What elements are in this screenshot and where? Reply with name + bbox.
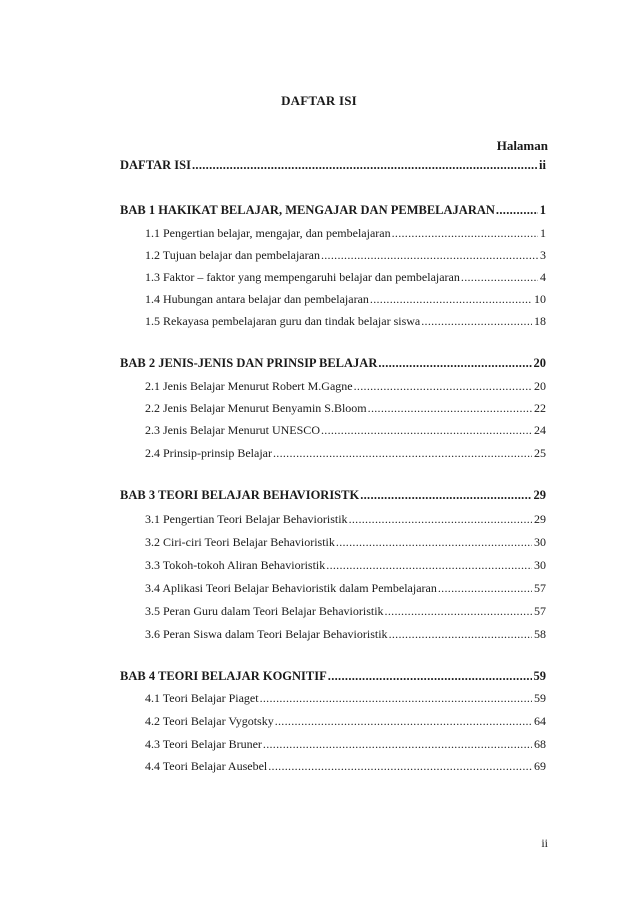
dot-leader [268,757,532,775]
dot-leader [392,224,538,242]
toc-entry-page: 59 [533,669,546,683]
toc-entry-label: 4.1 Teori Belajar Piaget [145,691,259,705]
toc-section [145,312,546,330]
dot-leader [385,602,532,620]
toc-entry-page: 30 [534,558,546,572]
dot-leader [496,201,538,219]
toc-section [145,268,546,286]
dot-leader [192,156,537,174]
toc-entry-label: 4.4 Teori Belajar Ausebel [145,759,268,773]
toc-entry-label: 2.3 Jenis Belajar Menurut UNESCO [145,423,320,437]
toc-entry-label: 1.2 Tujuan belajar dan pembelajaran [145,248,320,262]
dot-leader [360,486,531,504]
toc-entry-page: 10 [534,292,546,306]
toc-chapter [120,201,546,219]
toc-entry-label: BAB 2 JENIS-JENIS DAN PRINSIP BELAJAR [120,356,378,370]
toc-entry-page: 30 [534,535,546,549]
toc-entry-page: 24 [534,423,546,437]
dot-leader [368,399,532,417]
toc-entry-page: 69 [534,759,546,773]
toc-entry [120,156,546,174]
toc-section [145,399,546,417]
toc-entry-page: 18 [534,314,546,328]
toc-entry-page: 4 [540,270,546,284]
toc-chapter [120,667,546,685]
toc-entry-page: 1 [539,203,546,217]
toc-section [145,579,546,597]
dot-leader [370,290,532,308]
toc-entry-page: 68 [534,737,546,751]
toc-section [145,290,546,308]
toc-entry-label: BAB 4 TEORI BELAJAR KOGNITIF [120,669,327,683]
toc-entry-label: 4.2 Teori Belajar Vygotsky [145,714,274,728]
dot-leader [421,312,532,330]
toc-entry-label: 2.1 Jenis Belajar Menurut Robert M.Gagne [145,379,353,393]
toc-section [145,510,546,528]
toc-entry-page: 58 [534,627,546,641]
toc-entry-page: 1 [540,226,546,240]
toc-entry-label: BAB 1 HAKIKAT BELAJAR, MENGAJAR DAN PEMBELAJARAN [120,203,495,217]
toc-section [145,246,546,264]
toc-entry-page: 25 [534,446,546,460]
toc-entry-page: 29 [534,512,546,526]
toc-entry-page: 20 [534,379,546,393]
toc-entry-page: 20 [533,356,546,370]
toc-entry-label: 3.3 Tokoh-tokoh Aliran Behavioristik [145,558,326,572]
toc-section [145,377,546,395]
dot-leader [263,735,532,753]
toc-entry-label: BAB 3 TEORI BELAJAR BEHAVIORISTK [120,488,360,502]
toc-entry-page: 22 [534,401,546,415]
toc-section [145,421,546,439]
toc-entry-label: 3.2 Ciri-ciri Teori Belajar Behavioristik [145,535,335,549]
toc-section [145,735,546,753]
toc-entry-label: 3.5 Peran Guru dalam Teori Belajar Behavioristik [145,604,384,618]
toc-section [145,533,546,551]
toc-entry-label: DAFTAR ISI [120,158,191,172]
dot-leader [321,246,538,264]
dot-leader [328,667,532,685]
toc-entry-page: 57 [534,581,546,595]
toc-entry-page: 59 [534,691,546,705]
dot-leader [273,444,532,462]
footer-page-number: ii [541,836,548,850]
toc-entry-label: 1.3 Faktor – faktor yang mempengaruhi belajar dan pembelajaran [145,270,460,284]
toc-entry-label: 2.2 Jenis Belajar Menurut Benyamin S.Bloom [145,401,367,415]
toc-chapter [120,486,546,504]
page-title: DAFTAR ISI [281,93,357,108]
dot-leader [438,579,532,597]
toc-section [145,712,546,730]
toc-entry-page: 64 [534,714,546,728]
toc-section [145,224,546,242]
toc-section [145,556,546,574]
toc-entry-label: 4.3 Teori Belajar Bruner [145,737,262,751]
dot-leader [354,377,532,395]
toc-entry-page: 29 [533,488,546,502]
dot-leader [349,510,532,528]
dot-leader [321,421,532,439]
dot-leader [336,533,532,551]
toc-entry-label: 3.4 Aplikasi Teori Belajar Behavioristik dalam Pembelajaran [145,581,437,595]
toc-entry-page: 3 [540,248,546,262]
toc-section [145,625,546,643]
toc-section [145,444,546,462]
page-column-header: Halaman [496,138,548,153]
toc-section [145,689,546,707]
toc-entry-label: 2.4 Prinsip-prinsip Belajar [145,446,272,460]
toc-entry-label: 1.5 Rekayasa pembelajaran guru dan tindak belajar siswa [145,314,421,328]
toc-entry-page: ii [539,158,546,172]
toc-section [145,602,546,620]
dot-leader [389,625,532,643]
toc-chapter [120,354,546,372]
toc-entry-label: 3.1 Pengertian Teori Belajar Behavioristik [145,512,348,526]
dot-leader [378,354,531,372]
toc-section [145,757,546,775]
toc-entry-page: 57 [534,604,546,618]
dot-leader [461,268,538,286]
dot-leader [275,712,532,730]
toc-entry-label: 1.4 Hubungan antara belajar dan pembelajaran [145,292,369,306]
dot-leader [326,556,532,574]
toc-entry-label: 3.6 Peran Siswa dalam Teori Belajar Behavioristik [145,627,388,641]
toc-entry-label: 1.1 Pengertian belajar, mengajar, dan pembelajaran [145,226,391,240]
dot-leader [260,689,532,707]
